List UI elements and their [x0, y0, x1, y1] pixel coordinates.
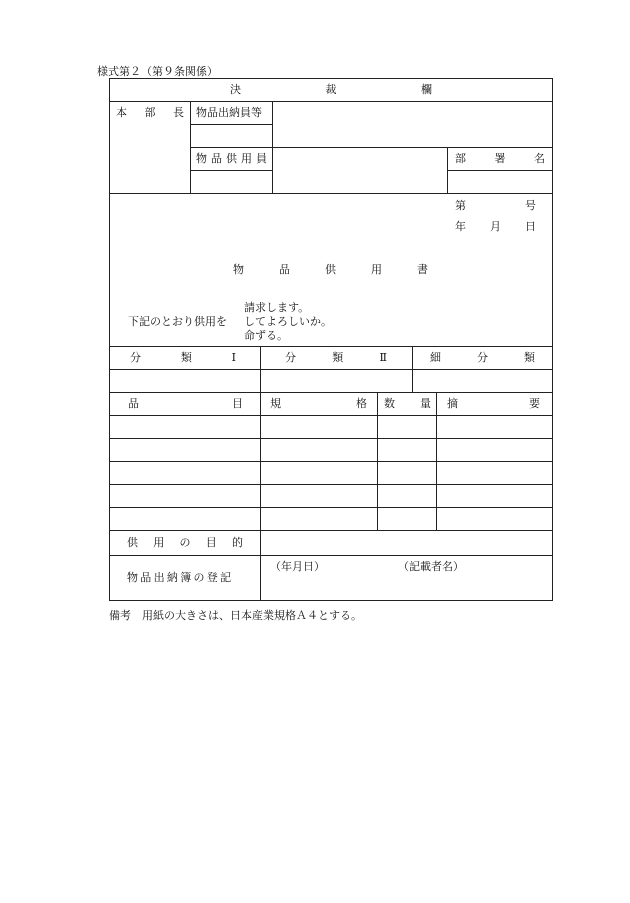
register-date-note: （年月日）: [270, 560, 325, 573]
item-name-header: 品 目: [128, 397, 243, 410]
number-gou: 号: [525, 199, 536, 212]
subclass-header: 細 分 類: [430, 351, 535, 364]
option-permit: してよろしいか。: [244, 315, 332, 328]
footnote: 備考 用紙の大きさは、日本産業規格Ａ４とする。: [109, 609, 362, 622]
option-request: 請求します。: [244, 301, 310, 314]
approval-title: 決 裁 欄: [230, 83, 432, 96]
option-order: 命ずる。: [244, 329, 288, 342]
register-label: 物品出納簿の登記: [127, 571, 234, 584]
spec-header: 規 格: [270, 397, 367, 410]
class-2-header: 分 類 Ⅱ: [285, 351, 387, 364]
document-title: 物 品 供 用 書: [233, 263, 428, 276]
number-dai: 第: [455, 199, 466, 212]
goods-clerk-label: 物品出納員等: [196, 106, 262, 119]
dept-name-label: 部 署 名: [455, 152, 545, 165]
goods-user-label: 物 品 供 用 員: [196, 152, 267, 165]
date-line: 年 月 日: [455, 220, 536, 233]
remarks-header: 摘 要: [447, 397, 540, 410]
quantity-header: 数 量: [384, 397, 431, 410]
purpose-label: 供 用 の 目 的: [127, 536, 243, 549]
lead-text: 下記のとおり供用を: [128, 315, 227, 328]
form-number: 様式第２（第９条関係）: [97, 65, 218, 78]
class-1-header: 分 類 Ⅰ: [130, 351, 236, 364]
register-writer-note: （記載者名）: [398, 560, 464, 573]
head-label: 本 部 長: [116, 106, 184, 119]
